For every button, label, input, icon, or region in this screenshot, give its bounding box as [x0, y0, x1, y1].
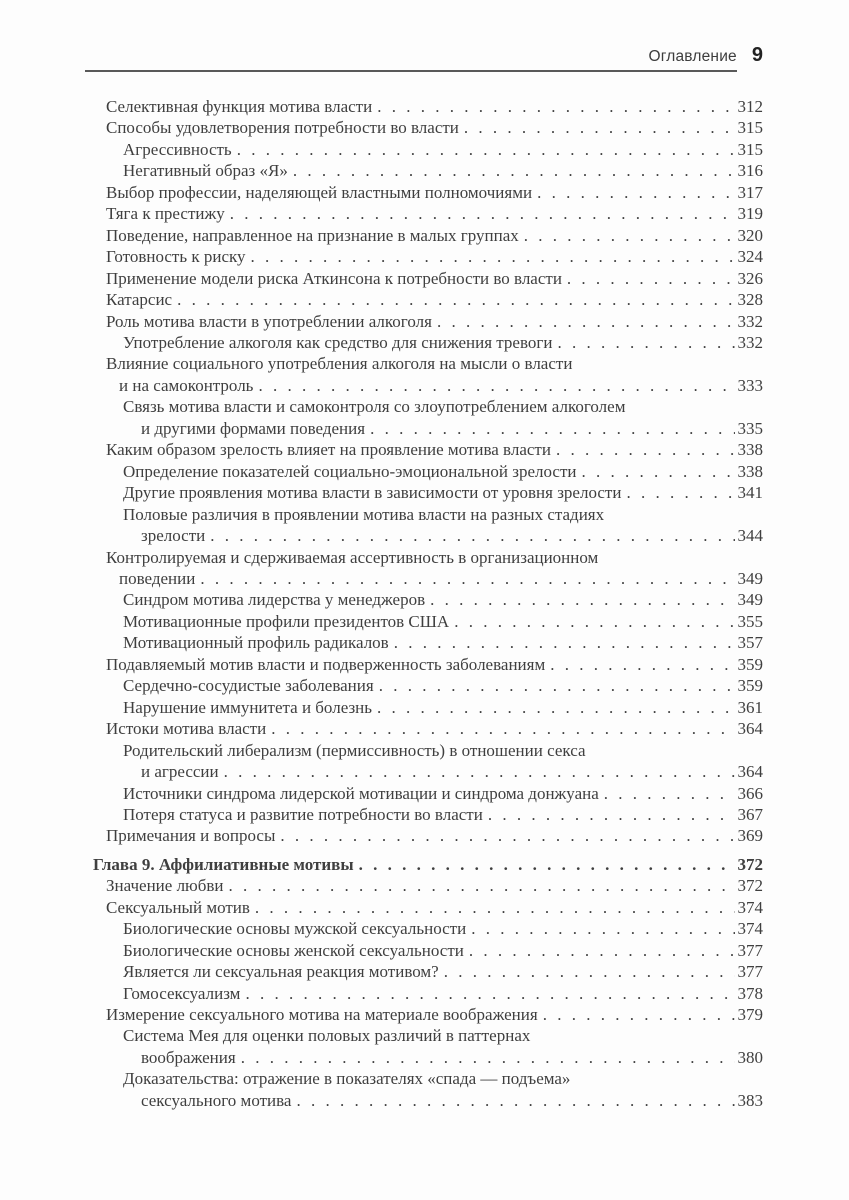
toc-entry-text: Мотивационный профиль радикалов	[123, 633, 389, 653]
toc-entry-text: Применение модели риска Аткинсона к потребности во власти	[106, 268, 562, 288]
toc-entry	[93, 139, 763, 160]
toc-entry-page: 379	[737, 1005, 763, 1025]
toc-entry	[93, 96, 763, 117]
toc-entry	[93, 632, 763, 653]
toc-entry	[93, 1004, 763, 1025]
toc-entry	[93, 1090, 763, 1111]
toc-entry-text: Истоки мотива власти	[106, 719, 267, 739]
toc-entry-page: 332	[737, 311, 763, 331]
toc-entry-page: 378	[737, 983, 763, 1003]
dot-leader	[524, 225, 735, 246]
toc-entry-page: 374	[737, 897, 763, 917]
toc-entry	[93, 525, 763, 546]
toc-entry-page: 338	[737, 461, 763, 481]
dot-leader	[471, 918, 734, 939]
toc-entry	[93, 311, 763, 332]
toc-entry-text: Каким образом зрелость влияет на проявление мотива власти	[106, 440, 551, 460]
dot-leader	[394, 632, 735, 653]
toc-entry-page: 377	[737, 940, 763, 960]
toc-entry-text: Селективная функция мотива власти	[106, 97, 373, 116]
toc-entry-page: 349	[737, 568, 763, 588]
toc-entry-text: Глава 9. Аффилиативные мотивы	[93, 854, 354, 874]
dot-leader	[543, 1004, 735, 1025]
toc-entry-page: 359	[737, 676, 763, 696]
toc-entry	[93, 246, 763, 267]
toc-entry-page: 341	[737, 483, 763, 503]
toc-entry	[93, 804, 763, 825]
toc-entry-text: Готовность к риску	[106, 247, 246, 267]
dot-leader	[377, 697, 734, 718]
toc-entry	[93, 761, 763, 782]
toc-entry-text: Сексуальный мотив	[106, 897, 250, 917]
toc-entry-page: 333	[737, 375, 763, 395]
toc-entry-text: Контролируемая и сдерживаемая ассертивность в организационном	[106, 547, 599, 567]
toc-entry	[93, 940, 763, 961]
dot-leader	[469, 940, 735, 961]
toc-entry	[93, 182, 763, 203]
toc-entry-text: Половые различия в проявлении мотива власти на разных стадиях	[123, 504, 605, 524]
toc-entry-text: Родительский либерализм (пермиссивность) в отношении секса	[123, 740, 586, 760]
toc-entry	[93, 675, 763, 696]
dot-leader	[604, 783, 735, 804]
toc-entry-page: 372	[737, 854, 763, 874]
toc-entry-text: Роль мотива власти в употреблении алкоголя	[106, 311, 432, 331]
toc-entry-page: 312	[737, 97, 763, 116]
toc-entry-page: 383	[737, 1090, 763, 1110]
toc-entry	[93, 875, 763, 896]
toc-entry-page: 319	[737, 204, 763, 224]
toc-entry	[93, 654, 763, 675]
toc-entry-page: 335	[737, 418, 763, 438]
dot-leader	[177, 289, 734, 310]
toc-entry	[93, 568, 763, 589]
dot-leader	[237, 139, 735, 160]
toc-entry-text: Биологические основы мужской сексуальности	[123, 919, 467, 939]
toc-entry	[93, 718, 763, 739]
toc-entry-page: 320	[737, 225, 763, 245]
toc-entry	[93, 1025, 763, 1046]
dot-leader	[370, 418, 734, 439]
toc-entry	[93, 225, 763, 246]
toc-entry	[93, 825, 763, 846]
toc-entry-page: 344	[737, 526, 763, 546]
toc-entry-text: Поведение, направленное на признание в малых группах	[106, 225, 519, 245]
dot-leader	[626, 482, 734, 503]
toc-entry-text: Источники синдрома лидерской мотивации и синдрома донжуана	[123, 783, 599, 803]
dot-leader	[537, 182, 734, 203]
toc-entry-text: и на самоконтроль	[119, 375, 254, 395]
toc-entry-text: Связь мотива власти и самоконтроля со злоупотреблением алкоголем	[123, 397, 626, 417]
toc-entry-page: 332	[737, 332, 763, 352]
dot-leader	[444, 961, 735, 982]
toc-entry	[93, 983, 763, 1004]
toc-entry-text: Является ли сексуальная реакция мотивом?	[123, 962, 439, 982]
toc-entry-text: Употребление алкоголя как средство для снижения тревоги	[123, 332, 553, 352]
toc-entry-text: Подавляемый мотив власти и подверженность заболеваниям	[106, 654, 546, 674]
toc-entry-text: Выбор профессии, наделяющей властными полномочиями	[106, 182, 533, 202]
toc-entry-page: 328	[737, 290, 763, 310]
dot-leader	[293, 160, 735, 181]
toc-entry-page: 317	[737, 182, 763, 202]
toc-entry-text: поведении	[119, 568, 196, 588]
toc-entry	[93, 783, 763, 804]
toc-entry	[93, 439, 763, 460]
toc-entry	[93, 918, 763, 939]
dot-leader	[210, 525, 734, 546]
dot-leader	[359, 854, 735, 875]
toc-entry-text: Значение любви	[106, 876, 224, 896]
toc-entry-page: 361	[737, 697, 763, 717]
toc-entry-text: Биологические основы женской сексуальности	[123, 940, 464, 960]
toc-entry	[93, 1068, 763, 1089]
dot-leader	[271, 718, 734, 739]
toc-entry-text: Другие проявления мотива власти в зависимости от уровня зрелости	[123, 483, 622, 503]
toc-entry-page: 316	[737, 161, 763, 181]
toc-entry	[93, 961, 763, 982]
toc-entry-text: Примечания и вопросы	[106, 826, 276, 846]
toc-entry	[93, 547, 763, 568]
toc-entry	[93, 160, 763, 181]
dot-leader	[229, 875, 735, 896]
toc-entry-page: 326	[737, 268, 763, 288]
dot-leader	[296, 1090, 734, 1111]
dot-leader	[280, 825, 734, 846]
toc-entry-page: 380	[737, 1047, 763, 1067]
toc-entry-page: 374	[737, 919, 763, 939]
toc-entry	[93, 854, 763, 875]
toc-entry	[93, 396, 763, 417]
dot-leader	[567, 268, 735, 289]
toc-entry-text: Негативный образ «Я»	[123, 161, 288, 181]
toc-entry	[93, 353, 763, 374]
toc-entry	[93, 332, 763, 353]
toc-entry-page: 357	[737, 633, 763, 653]
toc-entry-page: 338	[737, 440, 763, 460]
toc-entry	[93, 268, 763, 289]
dot-leader	[556, 439, 735, 460]
toc-entry	[93, 461, 763, 482]
toc-entry-page: 377	[737, 962, 763, 982]
dot-leader	[464, 117, 735, 138]
toc-entry-page: 349	[737, 590, 763, 610]
toc-entry-text: Определение показателей социально-эмоциональной зрелости	[123, 461, 577, 481]
dot-leader	[557, 332, 734, 353]
toc-list	[93, 96, 763, 1111]
toc-entry-text: Синдром мотива лидерства у менеджеров	[123, 590, 426, 610]
dot-leader	[245, 983, 734, 1004]
toc-entry-page: 355	[737, 611, 763, 631]
toc-entry-text: Сердечно-сосудистые заболевания	[123, 676, 374, 696]
toc-entry-page: 367	[737, 804, 763, 824]
toc-entry-text: Система Мея для оценки половых различий в паттернах	[123, 1026, 531, 1046]
dot-leader	[241, 1047, 735, 1068]
dot-leader	[581, 461, 734, 482]
dot-leader	[437, 311, 735, 332]
toc-entry	[93, 611, 763, 632]
toc-entry	[93, 504, 763, 525]
toc-entry	[93, 289, 763, 310]
dot-leader	[488, 804, 735, 825]
page-header	[85, 44, 763, 67]
toc-entry-page: 359	[737, 654, 763, 674]
toc-entry	[93, 1047, 763, 1068]
dot-leader	[251, 246, 735, 267]
toc-entry	[93, 117, 763, 138]
toc-entry-page: 315	[737, 118, 763, 138]
dot-leader	[258, 375, 734, 396]
dot-leader	[379, 675, 735, 696]
toc-entry	[93, 897, 763, 918]
toc-entry-page: 366	[737, 783, 763, 803]
toc-entry-text: сексуального мотива	[141, 1090, 292, 1110]
dot-leader	[454, 611, 734, 632]
header-rule	[85, 70, 737, 72]
toc-entry	[93, 697, 763, 718]
dot-leader	[430, 589, 734, 610]
toc-entry	[93, 482, 763, 503]
toc-entry-text: Нарушение иммунитета и болезнь	[123, 697, 373, 717]
toc-entry-text: Доказательства: отражение в показателях «спада — подъема»	[123, 1069, 571, 1089]
toc-entry	[93, 589, 763, 610]
toc-entry	[93, 203, 763, 224]
dot-leader	[550, 654, 734, 675]
toc-entry-text: Катарсис	[106, 290, 173, 310]
toc-entry-text: Измерение сексуального мотива на материале воображения	[106, 1005, 538, 1025]
toc-entry-page: 372	[737, 876, 763, 896]
header-title: Оглавление	[648, 48, 737, 65]
toc-entry-text: Мотивационные профили президентов США	[123, 611, 450, 631]
toc-entry	[93, 740, 763, 761]
dot-leader	[377, 96, 734, 117]
toc-entry-text: Агрессивность	[123, 139, 232, 159]
toc-entry-text: Гомосексуализм	[123, 983, 241, 1003]
toc-entry-text: Способы удовлетворения потребности во власти	[106, 118, 459, 138]
toc-entry-page: 364	[737, 719, 763, 739]
toc-entry	[93, 375, 763, 396]
toc-entry-text: зрелости	[141, 526, 206, 546]
toc-entry-text: Потеря статуса и развитие потребности во власти	[123, 804, 483, 824]
toc-entry	[93, 418, 763, 439]
toc-entry-text: Влияние социального употребления алкоголя на мысли о власти	[106, 354, 573, 374]
toc-entry-text: Тяга к престижу	[106, 204, 225, 224]
toc-entry-text: и агрессии	[141, 762, 219, 782]
header-page-number: 9	[751, 44, 763, 66]
toc-entry-text: воображения	[141, 1047, 236, 1067]
toc-entry-page: 324	[737, 247, 763, 267]
toc-entry-page: 315	[737, 139, 763, 159]
dot-leader	[224, 761, 735, 782]
dot-leader	[255, 897, 735, 918]
toc-entry-text: и другими формами поведения	[141, 418, 366, 438]
dot-leader	[230, 203, 735, 224]
toc-entry-page: 369	[737, 826, 763, 846]
toc-entry-page: 364	[737, 762, 763, 782]
dot-leader	[200, 568, 734, 589]
